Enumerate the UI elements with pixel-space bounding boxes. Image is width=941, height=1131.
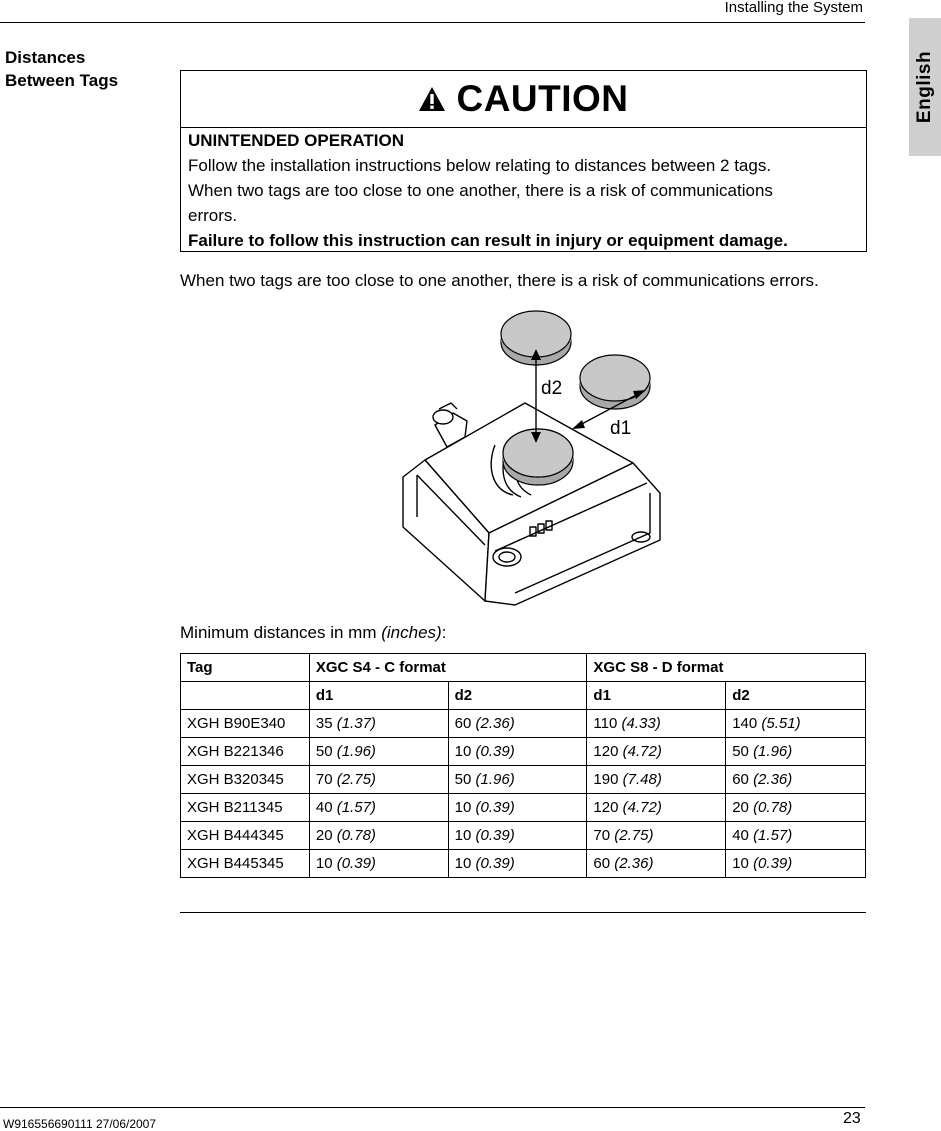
cell-value-mm: 10 — [454, 855, 472, 872]
cell-value-mm: 50 — [732, 743, 749, 760]
cell-value-inches: (1.96) — [475, 771, 515, 788]
intro-text: When two tags are too close to one another, there is a risk of communications errors. — [180, 271, 819, 290]
cell-tag: XGH B445345 — [181, 850, 310, 878]
table-subheader-row — [181, 682, 866, 710]
cell-value-inches: (0.78) — [336, 827, 376, 844]
cell-value-inches: (4.33) — [621, 715, 661, 732]
min-distances-suffix: : — [441, 623, 447, 642]
warning-triangle-icon — [418, 86, 446, 112]
cell-tag: XGH B211345 — [181, 794, 310, 822]
cell-value-inches: (1.57) — [753, 827, 793, 844]
cell-s8-d2 — [726, 710, 866, 738]
cell-s4-d1 — [309, 850, 448, 878]
side-heading — [5, 46, 165, 92]
cell-value-inches: (0.39) — [475, 855, 515, 872]
cell-value-inches: (1.37) — [336, 715, 376, 732]
cell-value-mm: 50 — [454, 771, 472, 788]
cell-tag: XGH B444345 — [181, 822, 310, 850]
cell-tag: XGH B320345 — [181, 766, 310, 794]
cell-value-mm: 120 — [593, 743, 619, 760]
cell-value-mm: 10 — [454, 799, 472, 816]
cell-value-inches: (0.39) — [475, 827, 515, 844]
distance-table — [180, 653, 866, 878]
cell-tag: XGH B90E340 — [181, 710, 310, 738]
cell-s4-d2 — [448, 850, 587, 878]
cell-value-mm: 70 — [315, 771, 333, 788]
side-heading-line1: Distances — [5, 48, 86, 67]
min-distances-caption — [180, 622, 446, 644]
language-tab-label: English — [914, 50, 935, 124]
header-s4-group: XGC S4 - C format — [309, 654, 587, 682]
cell-value-mm: 10 — [454, 743, 472, 760]
cell-value-inches: (0.39) — [336, 855, 376, 872]
header-tag: Tag — [181, 654, 310, 682]
cell-s8-d1 — [587, 766, 726, 794]
cell-s8-d2 — [726, 822, 866, 850]
table-row — [181, 850, 866, 878]
side-heading-line2: Between Tags — [5, 71, 119, 90]
cell-value-mm: 70 — [593, 827, 611, 844]
doc-reference: W916556690111 27/06/2007 — [3, 1117, 157, 1131]
cell-s4-d2 — [448, 766, 587, 794]
tag-distance-figure — [395, 305, 670, 607]
caution-line2: When two tags are too close to one another, there is a risk of communications — [188, 181, 773, 200]
cell-value-inches: (0.39) — [475, 799, 515, 816]
cell-value-inches: (0.39) — [475, 743, 515, 760]
cell-value-mm: 60 — [593, 855, 611, 872]
footer-divider — [0, 1107, 865, 1108]
cell-s4-d1 — [309, 710, 448, 738]
language-tab — [909, 18, 941, 156]
tag-right — [580, 355, 650, 409]
cell-s4-d1 — [309, 794, 448, 822]
cell-s4-d1 — [309, 766, 448, 794]
cell-value-inches: (1.57) — [336, 799, 376, 816]
cell-value-mm: 10 — [454, 827, 472, 844]
caution-body — [181, 128, 866, 253]
caution-title: CAUTION — [456, 78, 629, 119]
cell-value-inches: (0.39) — [753, 855, 793, 872]
cell-s8-d1 — [587, 738, 726, 766]
cell-s8-d2 — [726, 766, 866, 794]
subheader-empty — [181, 682, 310, 710]
cell-s8-d1 — [587, 822, 726, 850]
cell-value-mm: 60 — [454, 715, 472, 732]
cell-value-inches: (2.75) — [336, 771, 376, 788]
caution-box — [180, 70, 867, 252]
cell-value-inches: (4.72) — [622, 799, 662, 816]
cell-value-inches: (7.48) — [622, 771, 662, 788]
cell-tag: XGH B221346 — [181, 738, 310, 766]
cell-s8-d2 — [726, 738, 866, 766]
cell-value-mm: 190 — [593, 771, 619, 788]
cell-s4-d2 — [448, 710, 587, 738]
table-row — [181, 822, 866, 850]
caution-header — [181, 71, 866, 128]
cell-s8-d1 — [587, 710, 726, 738]
subheader-s4-d2: d2 — [448, 682, 587, 710]
caution-warning: Failure to follow this instruction can result in injury or equipment damage. — [188, 231, 788, 250]
cell-value-mm: 20 — [315, 827, 333, 844]
cell-s8-d2 — [726, 850, 866, 878]
cell-value-inches: (5.51) — [761, 715, 801, 732]
table-row — [181, 794, 866, 822]
subheader-s4-d1: d1 — [309, 682, 448, 710]
cell-value-inches: (4.72) — [622, 743, 662, 760]
min-distances-unit: (inches) — [381, 623, 442, 642]
cell-value-mm: 10 — [732, 855, 749, 872]
d2-label: d2 — [541, 378, 563, 399]
section-end-divider — [180, 912, 866, 913]
table-row — [181, 766, 866, 794]
cell-s4-d2 — [448, 794, 587, 822]
page-number: 23 — [843, 1110, 861, 1127]
cell-value-inches: (2.36) — [614, 855, 654, 872]
cell-s8-d2 — [726, 794, 866, 822]
cell-value-mm: 40 — [732, 827, 749, 844]
cell-value-inches: (2.36) — [475, 715, 515, 732]
subheader-s8-d1: d1 — [587, 682, 726, 710]
table-row — [181, 710, 866, 738]
cell-value-mm: 40 — [315, 799, 333, 816]
cell-value-inches: (1.96) — [753, 743, 793, 760]
header-divider — [0, 22, 865, 23]
cell-value-mm: 110 — [593, 715, 618, 732]
cell-value-mm: 50 — [315, 743, 333, 760]
table-row — [181, 738, 866, 766]
cell-value-mm: 60 — [732, 771, 749, 788]
table-header-row — [181, 654, 866, 682]
cell-value-mm: 120 — [593, 799, 619, 816]
cell-s8-d1 — [587, 794, 726, 822]
cell-value-mm: 20 — [732, 799, 749, 816]
cell-s8-d1 — [587, 850, 726, 878]
cell-value-inches: (2.36) — [753, 771, 793, 788]
cell-value-inches: (2.75) — [614, 827, 654, 844]
section-title: Installing the System — [724, 0, 863, 16]
cell-value-mm: 10 — [315, 855, 333, 872]
d1-label: d1 — [610, 418, 632, 439]
cell-value-mm: 140 — [732, 715, 758, 732]
caution-line1: Follow the installation instructions below relating to distances between 2 tags. — [188, 156, 772, 175]
cell-s4-d1 — [309, 738, 448, 766]
cell-s4-d2 — [448, 822, 587, 850]
cell-value-inches: (1.96) — [336, 743, 376, 760]
cell-value-mm: 35 — [315, 715, 333, 732]
caution-heading: UNINTENDED OPERATION — [188, 131, 404, 150]
header-s8-group: XGC S8 - D format — [587, 654, 866, 682]
caution-line3: errors. — [188, 206, 238, 225]
cell-s4-d1 — [309, 822, 448, 850]
min-distances-prefix: Minimum distances in mm — [180, 623, 382, 642]
cell-value-inches: (0.78) — [753, 799, 793, 816]
cell-s4-d2 — [448, 738, 587, 766]
subheader-s8-d2: d2 — [726, 682, 866, 710]
